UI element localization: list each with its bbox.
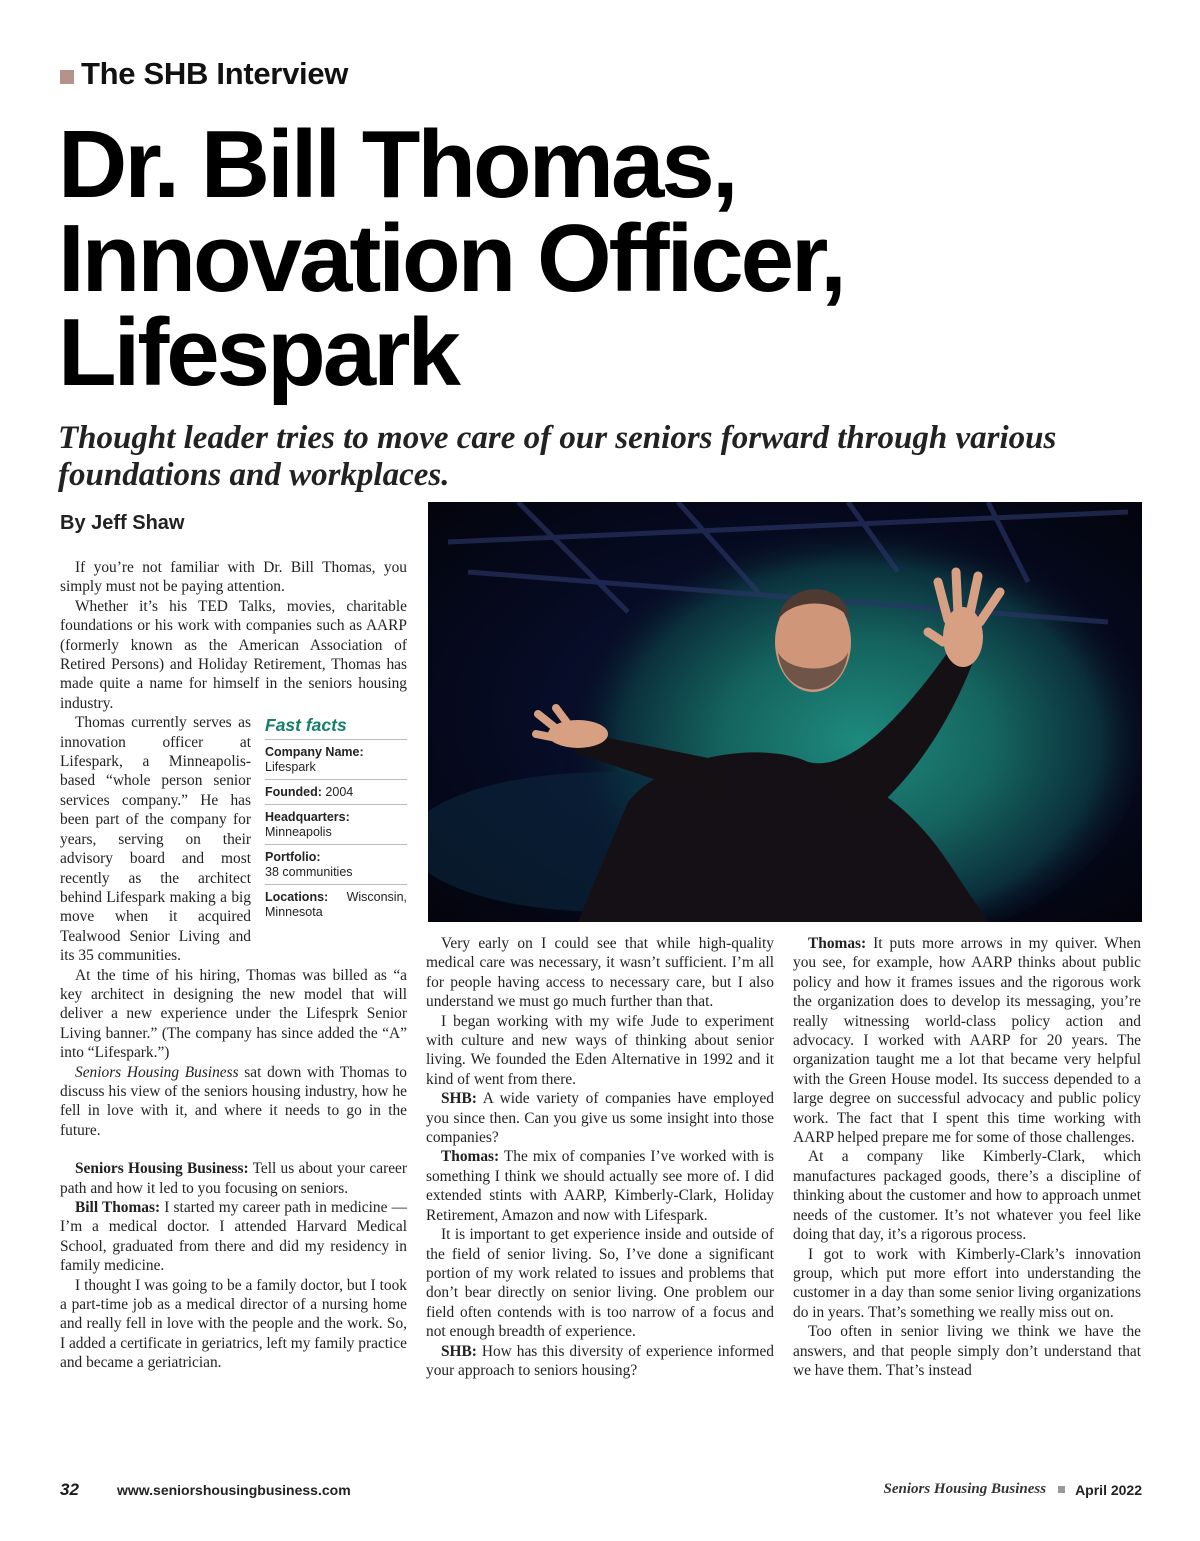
fact-value: 2004 [325,785,354,800]
fact-row [265,780,407,805]
speaker-illustration [428,502,1142,922]
question-text: Tell us about your career path and how it led to you focusing on seniors. [60,1160,407,1197]
answer-text: I started my career path in medicine — I’m a medical doctor. I attended Harvard Medical School, graduated from there and did my residency in family medicine. [60,1199,407,1275]
dek: Thought leader tries to move care of our seniors forward through various foundations and workplaces. [58,420,1057,493]
publication-name: Seniors Housing Business [75,1063,239,1081]
issue-date: April 2022 [1075,1481,1142,1498]
speaker-label: Thomas: [441,1148,500,1166]
footer-right [883,1481,1142,1498]
byline: By Jeff Shaw [60,512,185,534]
fact-label: Company Name: [265,745,364,760]
fact-value: Lifespark [265,760,316,775]
speaker-label: SHB: [441,1342,477,1360]
fast-facts-title: Fast facts [265,713,407,740]
headline-line-1: Dr. Bill Thomas, [58,111,736,218]
fact-row [265,805,407,845]
page-number: 32 [60,1480,79,1499]
answer [793,934,1141,1147]
fact-label: Headquarters: [265,810,350,825]
fact-value: Wisconsin, Minnesota [265,890,407,920]
speaker-label: Seniors Housing Business: [75,1160,249,1178]
paragraph-text: Thomas currently serves as innovation officer at Lifespark, a Minneapolis-based “whole person senior services company.” He has been part of the company for years, serving on their advisory board and most recently as the architect behind Lifespark making a big move when it acquired Tealwood Senior Living and its 35 communities. [60,714,251,965]
paragraph-text: sat down with Thomas to discuss his view of the seniors housing industry, how he fell in love with it, and where it needs to go in the future. [60,1063,407,1139]
headline-line-2: Innovation Officer, [58,205,844,312]
fast-facts-box [265,713,407,924]
paragraph [60,713,407,965]
answer-text: The mix of companies I’ve worked with is something I think we should actually see more of. I did extended stints with AARP, Kimberly-Clark, Holiday Retirement, Amazon and now with Lifespark. [426,1148,774,1224]
kicker-text: The SHB Interview [81,56,349,91]
fact-row [265,885,407,924]
section-kicker [60,56,348,92]
paragraph: I began working with my wife Jude to experiment with culture and new ways of thinking about senior living. We founded the Eden Alternative in 1992 and it kind of went from there. [426,1012,774,1088]
separator-square-icon [1058,1486,1065,1493]
question-text: A wide variety of companies have employed you since then. Can you give us some insight into those companies? [426,1090,774,1147]
publication-name: Seniors Housing Business [883,1481,1047,1497]
paragraph: Too often in senior living we think we have the answers, and that people simply don’t understand that we have them. That’s instead [793,1323,1141,1379]
article-column-2 [426,934,774,1380]
fact-label: Portfolio: [265,850,321,865]
paragraph [60,1063,407,1141]
paragraph: Very early on I could see that while high-quality medical care was necessary, it wasn’t sufficient. I’m all for people having access to necessary care, but I also understand we must go much further than that. [426,935,774,1011]
paragraph: I got to work with Kimberly-Clark’s innovation group, which put more effort into understanding the customer in a day than some senior living organizations do in years. That’s something we really miss out on. [793,1245,1141,1321]
kicker-square-icon [60,70,74,84]
answer [60,1198,407,1276]
question [426,1342,774,1381]
fact-row [265,740,407,780]
speaker-label: Bill Thomas: [75,1199,161,1216]
speaker-label: Thomas: [808,935,867,952]
fact-value: Minneapolis [265,825,332,840]
paragraph: If you’re not familiar with Dr. Bill Thomas, you simply must not be paying attention. [60,559,407,596]
paragraph: At a company like Kimberly-Clark, which manufactures packaged goods, there’s a discipline of thinking about the customer and how to approach unmet needs of the customer. It’s not whatever you feel like doing that day, it’s a rigorous process. [793,1148,1141,1244]
fact-label: Founded: [265,785,322,800]
question [60,1159,407,1198]
paragraph: It is important to get experience inside and outside of the field of senior living. So, I’ve done a significant portion of my work related to issues and problems that don’t bear directly on senior living. One problem our field often contends with is too narrow of a focus and not enough breadth of experience. [426,1226,774,1341]
article-column-1 [60,558,407,1373]
paragraph: At the time of his hiring, Thomas was billed as “a key architect in designing the new model that will deliver a new experience under the Lifesprk Senior Living banner.” (The company has since added the “A” into “Lifespark.”) [60,966,407,1062]
fact-value: 38 communities [265,865,353,880]
paragraph: I thought I was going to be a family doctor, but I took a part-time job as a medical director of a nursing home and really fell in love with the people and the work. So, I added a certificate in geriatrics, left my family practice and became a geriatrician. [60,1276,407,1372]
answer [426,1147,774,1225]
page-footer [60,1481,1142,1503]
website-url[interactable]: www.seniorshousingbusiness.com [117,1482,351,1498]
fact-row [265,845,407,885]
speaker-label: SHB: [441,1090,477,1108]
answer-text: It puts more arrows in my quiver. When you see, for example, how AARP thinks about public policy and how it frames issues and the rigorous work the organization does to develop its messaging, you’re really witnessing world-class policy action and advocacy. I worked with AARP for 20 years. The organization taught me a lot that became very helpful with the Green House model. Its success depended to a large degree on successful advocacy and public policy work. The fact that I spent this time working with AARP helped prepare me for some of those challenges. [793,935,1141,1147]
headline-line-3: Lifespark [58,299,458,406]
paragraph: Whether it’s his TED Talks, movies, charitable foundations or his work with companies such as AARP (formerly known as the American Association of Retired Persons) and Holiday Retirement, Thomas has made quite a name for himself in the seniors housing industry. [60,597,407,712]
fact-label: Locations: [265,890,329,905]
article-column-3 [793,934,1141,1380]
question-text: How has this diversity of experience informed your approach to seniors housing? [426,1342,774,1379]
speaker-photo [428,502,1142,922]
question [426,1089,774,1147]
headline [58,111,1158,406]
